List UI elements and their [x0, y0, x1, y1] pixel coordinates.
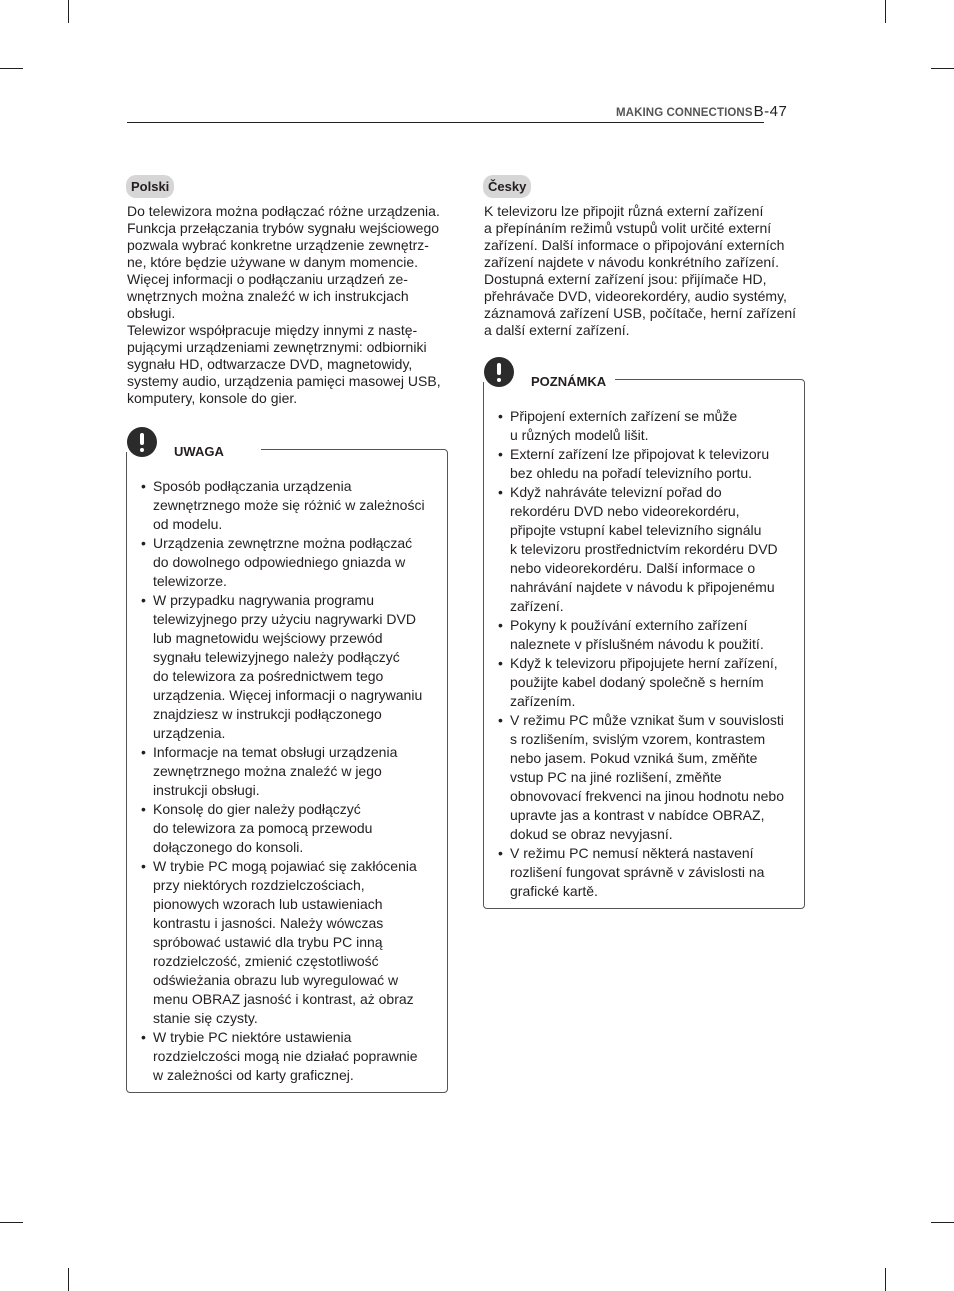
list-item-line: s rozlišením, svislým vzorem, kontrastem: [510, 731, 766, 747]
crop-mark: [885, 1268, 886, 1291]
list-item-line: lub magnetowidu wejściowy przewód: [153, 630, 383, 646]
list-item-line: upravte jas a kontrast v nabídce OBRAZ,: [510, 807, 765, 823]
note-box: [483, 374, 805, 909]
list-item-line: kontrastu i jasności. Należy wówczas: [153, 915, 384, 931]
list-item: [139, 591, 437, 743]
list-item-line: od modelu.: [153, 516, 223, 532]
list-item-line: • W trybie PC niektóre ustawienia: [153, 1029, 352, 1045]
intro-line: pującymi urządzeniami zewnętrznymi: odbiorniki: [127, 339, 427, 355]
list-item-line: • Když nahráváte televizní pořad do: [510, 484, 722, 500]
crop-mark: [931, 1222, 954, 1223]
list-item-line: zařízením.: [510, 693, 576, 709]
list-item: [139, 743, 437, 800]
list-item-line: • Informacje na temat obsługi urządzenia: [153, 744, 398, 760]
list-item-line: • W trybie PC mogą pojawiać się zakłócenia: [153, 858, 417, 874]
list-item-line: • W przypadku nagrywania programu: [153, 592, 374, 608]
exclamation-icon: [127, 427, 157, 457]
list-item-line: • Pokyny k používání externího zařízení: [510, 617, 748, 633]
intro-line: K televizoru lze připojit různá externí zařízení: [484, 203, 764, 219]
intro-line: pozwala wybrać konkretne urządzenie zewnętrz-: [127, 237, 429, 253]
list-item: [496, 711, 794, 844]
crop-mark: [931, 68, 954, 69]
column-polish: [126, 175, 448, 1093]
list-item-line: dokud se obraz nevyjasní.: [510, 826, 673, 842]
intro-line: přehrávače DVD, videorekordéry, audio systémy,: [484, 288, 787, 304]
list-item-line: bez ohledu na pořadí televizního portu.: [510, 465, 753, 481]
list-item-line: pionowych wzorach lub ustawieniach: [153, 896, 383, 912]
list-item-line: do telewizora za pośrednictwem tego: [153, 668, 384, 684]
intro-line: obsługi.: [127, 305, 176, 321]
list-item-line: • Když k televizoru připojujete herní zařízení,: [510, 655, 778, 671]
crop-mark: [885, 0, 886, 23]
list-item-line: • Urządzenia zewnętrzne można podłączać: [153, 535, 413, 551]
list-item-line: instrukcji obsługi.: [153, 782, 260, 798]
intro-line: zařízení. Další informace o připojování externích: [484, 237, 785, 253]
intro-text: [484, 203, 805, 339]
list-item: [139, 1028, 437, 1085]
intro-line: Więcej informacji o podłączaniu urządzeń ze-: [127, 271, 408, 287]
list-item-line: zewnętrznego może się różnić w zależności: [153, 497, 425, 513]
list-item-line: • Konsolę do gier należy podłączyć: [153, 801, 361, 817]
language-tab-czech: Česky: [483, 175, 531, 198]
list-item-line: sygnału telewizyjnego należy podłączyć: [153, 649, 400, 665]
list-item-line: nebo jasem. Pokud vzniká šum, změňte: [510, 750, 758, 766]
list-item-line: do dowolnego odpowiedniego gniazda w: [153, 554, 406, 570]
column-czech: [483, 175, 805, 909]
list-item: [496, 407, 794, 445]
intro-line: Dostupná externí zařízení jsou: přijímače HD,: [484, 271, 767, 287]
list-item-line: • Připojení externích zařízení se může: [510, 408, 738, 424]
caution-list: [139, 477, 437, 1085]
list-item-line: zewnętrznego można znaleźć w jego: [153, 763, 382, 779]
list-item-line: naleznete v příslušném návodu k použití.: [510, 636, 764, 652]
list-item-line: rekordéru DVD nebo videorekordéru,: [510, 503, 740, 519]
intro-line: ne, które będzie używane w danym momencie.: [127, 254, 419, 270]
list-item-line: znajdziesz w instrukcji podłączonego: [153, 706, 382, 722]
list-item-line: u různých modelů lišit.: [510, 427, 649, 443]
intro-line: Do telewizora można podłączać różne urządzenia.: [127, 203, 440, 219]
list-item-line: rozdzielczości mogą nie działać poprawnie: [153, 1048, 418, 1064]
caution-box: [126, 444, 448, 1093]
list-item-line: rozdzielczość, zmienić częstotliwość: [153, 953, 379, 969]
list-item-line: • Sposób podłączania urządzenia: [153, 478, 352, 494]
intro-line: sygnału HD, odtwarzacze DVD, magnetowidy,: [127, 356, 413, 372]
list-item: [496, 616, 794, 654]
list-item-line: nahrávání najdete v návodu k připojenému: [510, 579, 775, 595]
list-item-line: nebo videorekordéru. Další informace o: [510, 560, 756, 576]
list-item-line: • V režimu PC nemusí některá nastavení: [510, 845, 754, 861]
intro-line: Telewizor współpracuje między innymi z nastę-: [127, 322, 418, 338]
intro-line: wnętrznych można znaleźć w ich instrukcjach: [127, 288, 409, 304]
list-item-line: připojte vstupní kabel televizního signálu: [510, 522, 762, 538]
list-item-line: zařízení.: [510, 598, 564, 614]
list-item-line: spróbować ustawić dla trybu PC inną: [153, 934, 383, 950]
list-item-line: k televizoru prostřednictvím rekordéru DVD: [510, 541, 778, 557]
note-label: POZNÁMKA: [531, 374, 607, 389]
crop-mark: [68, 0, 69, 23]
list-item: [139, 534, 437, 591]
list-item-line: telewizorze.: [153, 573, 227, 589]
page-number: B-47: [753, 103, 788, 120]
list-item-line: grafické kartě.: [510, 883, 598, 899]
list-item-line: použijte kabel dodaný společně s herním: [510, 674, 764, 690]
list-item-line: dołączonego do konsoli.: [153, 839, 304, 855]
list-item: [139, 800, 437, 857]
intro-line: komputery, konsole do gier.: [127, 390, 298, 406]
header-rule: [127, 122, 764, 123]
list-item-line: urządzenia. Więcej informacji o nagrywaniu: [153, 687, 423, 703]
note-list: [496, 407, 794, 901]
list-item-line: telewizyjnego przy użyciu nagrywarki DVD: [153, 611, 416, 627]
list-item-line: • V režimu PC může vznikat šum v souvislosti: [510, 712, 784, 728]
intro-line: a další externí zařízení.: [484, 322, 630, 338]
list-item: [496, 483, 794, 616]
intro-line: záznamová zařízení USB, počítače, herní zařízení: [484, 305, 797, 321]
exclamation-icon: [484, 357, 514, 387]
list-item-line: rozlišení fungovat správně v závislosti na: [510, 864, 765, 880]
list-item-line: w zależności od karty graficznej.: [153, 1067, 354, 1083]
running-header: [616, 103, 787, 121]
crop-mark: [0, 1222, 23, 1223]
crop-mark: [0, 68, 23, 69]
list-item-line: menu OBRAZ jasność i kontrast, aż obraz: [153, 991, 414, 1007]
list-item-line: obnovovací frekvenci na jinou hodnotu nebo: [510, 788, 784, 804]
intro-line: Funkcja przełączania trybów sygnału wejściowego: [127, 220, 440, 236]
crop-mark: [68, 1268, 69, 1291]
list-item-line: przy niektórych rozdzielczościach,: [153, 877, 365, 893]
intro-text: [127, 203, 448, 407]
intro-line: zařízení najdete v návodu konkrétního zařízení.: [484, 254, 779, 270]
list-item-line: do telewizora za pomocą przewodu: [153, 820, 373, 836]
list-item-line: stanie się czysty.: [153, 1010, 258, 1026]
list-item: [496, 654, 794, 711]
language-tab-polish: Polski: [126, 175, 174, 198]
list-item: [496, 445, 794, 483]
list-item: [139, 477, 437, 534]
list-item: [496, 844, 794, 901]
list-item-line: odświeżania obrazu lub wyregulować w: [153, 972, 399, 988]
intro-line: a přepínáním režimů vstupů volit určité externí: [484, 220, 772, 236]
caution-label: UWAGA: [174, 444, 224, 459]
list-item-line: urządzenia.: [153, 725, 226, 741]
list-item-line: vstup PC na jiné rozlišení, změňte: [510, 769, 722, 785]
intro-line: systemy audio, urządzenia pamięci masowej USB,: [127, 373, 441, 389]
section-title: MAKING CONNECTIONS: [616, 107, 753, 119]
list-item-line: • Externí zařízení lze připojovat k televizoru: [510, 446, 770, 462]
list-item: [139, 857, 437, 1028]
